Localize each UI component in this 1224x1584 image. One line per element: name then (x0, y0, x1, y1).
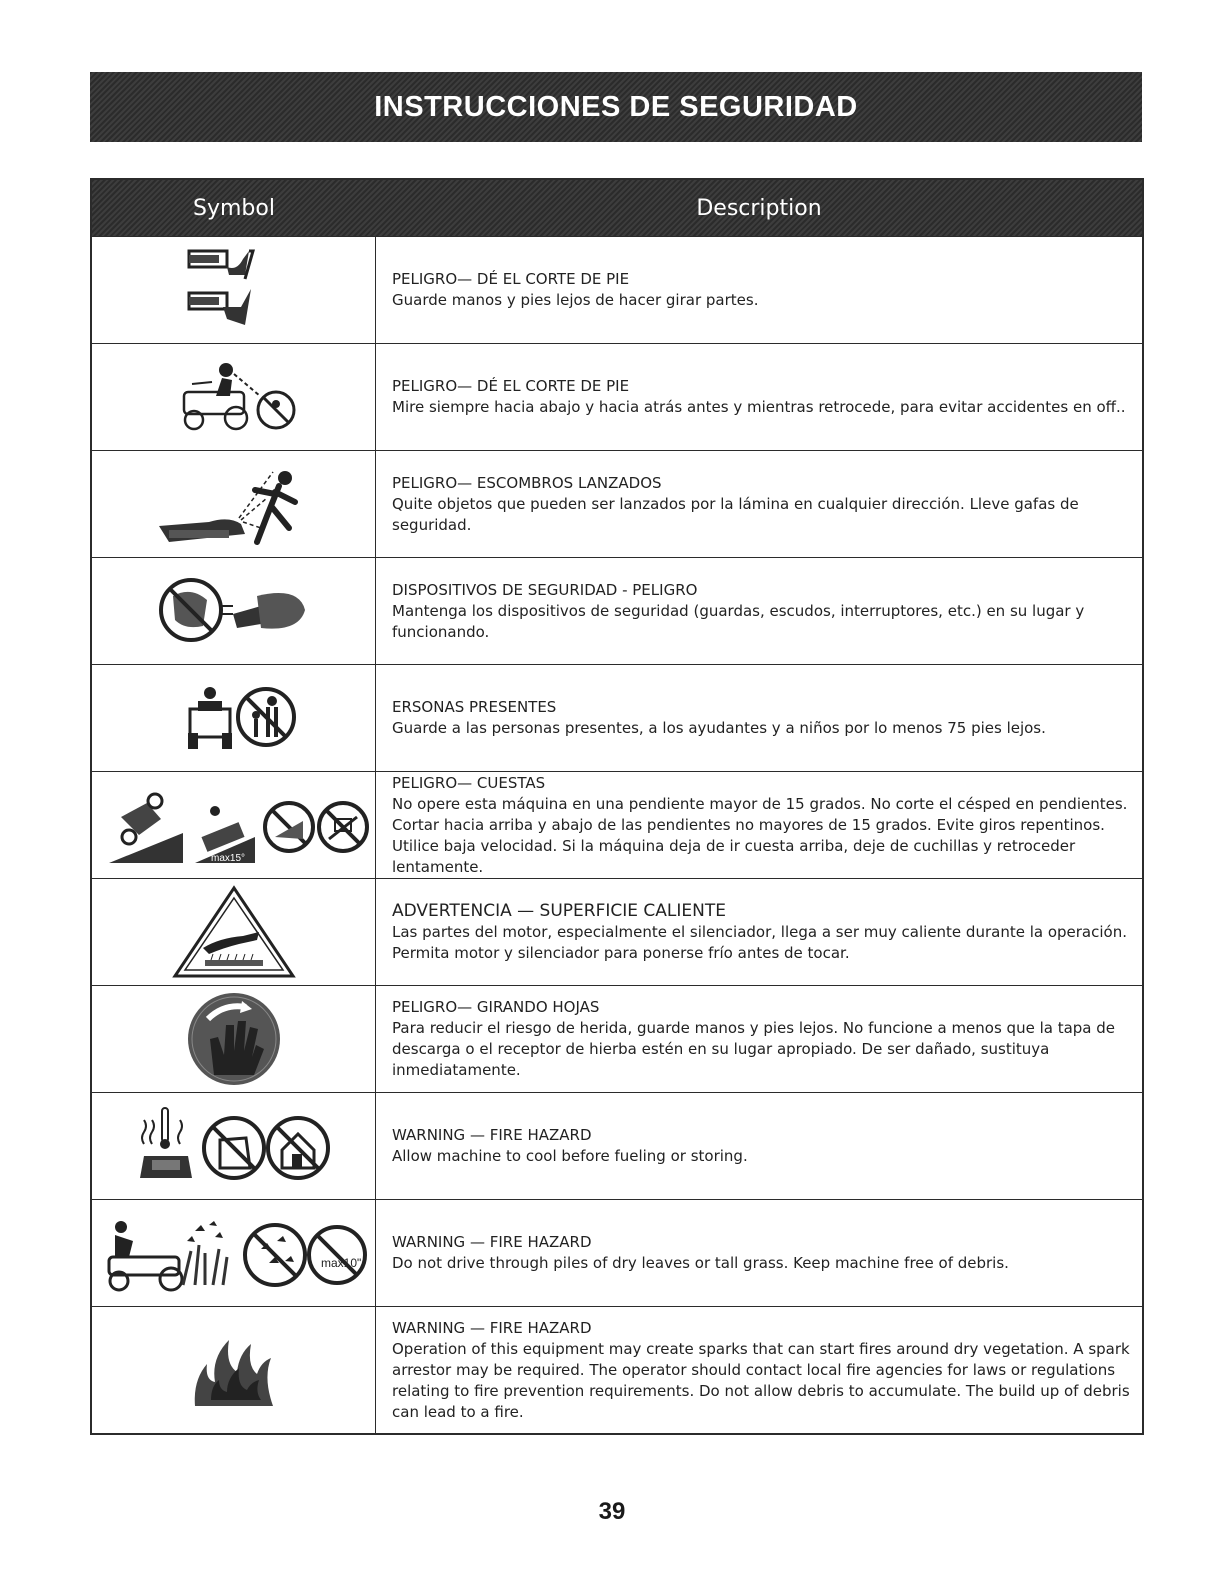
hazard-heading: ERSONAS PRESENTES (392, 698, 557, 716)
hazard-heading: DISPOSITIVOS DE SEGURIDAD - PELIGRO (392, 580, 698, 599)
safety-symbols-table (90, 178, 1144, 1435)
hazard-description: No opere esta máquina en una pendiente mayor de 15 grados. No corte el césped en pendientes. Cortar hacia arriba y abajo de las pendientes no mayores de 15 grados. Evite giros repentinos. Utilice baja velocidad. Si la máquina deja de ir cuesta arriba, deje de cuchillas y retroceder lentamente. (392, 794, 1128, 876)
table-header (92, 180, 1142, 236)
safety-devices-icon (149, 566, 319, 656)
rotating-blade-foot-hand-icon (179, 245, 289, 335)
description-cell (376, 451, 1142, 557)
description-cell (376, 1093, 1142, 1199)
hot-surface-warning-icon (169, 882, 299, 982)
symbol-cell (92, 772, 376, 878)
description-cell (376, 1307, 1142, 1433)
hazard-description: Mantenga los dispositivos de seguridad (guardas, escudos, interruptores, etc.) en su lugar y funcionando. (392, 601, 1085, 641)
symbol-cell (92, 1093, 376, 1199)
symbol-cell (92, 665, 376, 771)
slope-limit-label: max15° (210, 853, 245, 864)
description-cell (376, 665, 1142, 771)
hazard-description: Quite objetos que pueden ser lanzados por la lámina en cualquier dirección. Lleve gafas de seguridad. (392, 494, 1079, 534)
page-title: INSTRUCCIONES DE SEGURIDAD (374, 90, 858, 123)
hazard-description: Allow machine to cool before fueling or storing. (392, 1147, 748, 1165)
fire-flames-icon (189, 1330, 279, 1410)
table-row (92, 1306, 1142, 1433)
hazard-heading: PELIGRO— DÉ EL CORTE DE PIE (392, 270, 630, 288)
table-row (92, 557, 1142, 664)
table-row (92, 1092, 1142, 1199)
height-limit-label: max10" (320, 1256, 361, 1270)
symbol-cell (92, 237, 376, 343)
fire-hazard-leaves-icon (99, 1205, 369, 1301)
hazard-heading: PELIGRO— CUESTAS (392, 773, 546, 792)
hazard-heading: PELIGRO— ESCOMBROS LANZADOS (392, 473, 662, 492)
bystanders-icon (164, 673, 304, 763)
hazard-heading: PELIGRO— GIRANDO HOJAS (392, 998, 600, 1016)
hazard-description: Mire siempre hacia abajo y hacia atrás antes y mientras retrocede, para evitar accidentes en off.. (392, 398, 1126, 416)
rotating-blades-hand-icon (184, 989, 284, 1089)
description-cell (376, 344, 1142, 450)
table-row (92, 343, 1142, 450)
description-cell (376, 1200, 1142, 1306)
title-bar (90, 72, 1142, 142)
description-cell (376, 986, 1142, 1092)
column-header-description: Description (696, 195, 822, 221)
table-row (92, 878, 1142, 985)
symbol-cell (92, 558, 376, 664)
symbol-cell (92, 451, 376, 557)
table-row (92, 236, 1142, 343)
table-row (92, 450, 1142, 557)
hazard-description: Las partes del motor, especialmente el silenciador, llega a ser muy caliente durante la operación. Permita motor y silenciador para ponerse frío antes de tocar. (392, 922, 1127, 962)
hazard-description: Operation of this equipment may create sparks that can start fires around dry vegetation. A spark arrestor may be required. The operator should contact local fire agencies for laws or regulations relating to fire prevention requirements. Do not allow debris to accumulate. The build up of debris can lead to a fire. (392, 1339, 1130, 1421)
table-row (92, 1199, 1142, 1306)
symbol-cell (92, 986, 376, 1092)
description-cell (376, 558, 1142, 664)
slope-hazard-icon (99, 777, 369, 873)
thrown-debris-icon (149, 456, 319, 552)
hazard-description: Do not drive through piles of dry leaves or tall grass. Keep machine free of debris. (392, 1254, 1009, 1272)
symbol-cell (92, 879, 376, 985)
hazard-heading: WARNING — FIRE HAZARD (392, 1233, 592, 1251)
mower-look-back-no-child-icon (164, 352, 304, 442)
table-row (92, 664, 1142, 771)
hazard-description: Guarde a las personas presentes, a los ayudantes y a niños por lo menos 75 pies lejos. (392, 719, 1046, 737)
symbol-cell (92, 344, 376, 450)
table-row (92, 985, 1142, 1092)
page-number: 39 (598, 1498, 626, 1525)
hazard-heading: WARNING — FIRE HAZARD (392, 1126, 592, 1144)
description-cell (376, 237, 1142, 343)
symbol-cell (92, 1307, 376, 1433)
table-row (92, 771, 1142, 878)
hazard-heading: PELIGRO— DÉ EL CORTE DE PIE (392, 377, 630, 395)
symbol-cell (92, 1200, 376, 1306)
hazard-heading: WARNING — FIRE HAZARD (392, 1318, 592, 1337)
column-header-symbol: Symbol (193, 195, 275, 221)
description-cell (376, 772, 1142, 878)
fire-hazard-cool-icon (134, 1098, 334, 1194)
hazard-heading: ADVERTENCIA — SUPERFICIE CALIENTE (392, 900, 726, 921)
hazard-description: Guarde manos y pies lejos de hacer girar partes. (392, 291, 759, 309)
description-cell (376, 879, 1142, 985)
hazard-description: Para reducir el riesgo de herida, guarde manos y pies lejos. No funcione a menos que la tapa de descarga o el receptor de hierba estén en su lugar apropiado. De ser dañado, sustituya inmediatamente. (392, 1019, 1116, 1079)
